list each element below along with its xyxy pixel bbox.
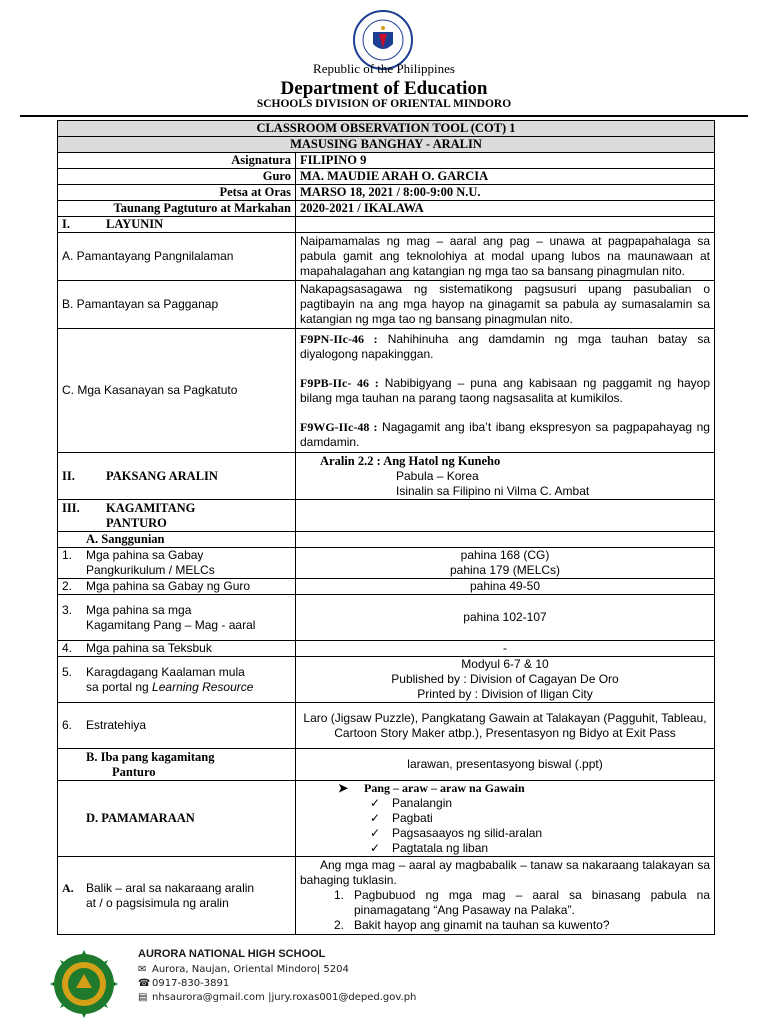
section-number: I. xyxy=(62,217,70,231)
sanggunian-label: A. Sanggunian xyxy=(58,532,296,548)
address-text: Aurora, Naujan, Oriental Mindoro| 5204 xyxy=(152,964,349,975)
info-label: Petsa at Oras xyxy=(58,185,296,201)
section-label-line2: PANTURO xyxy=(106,515,167,530)
school-name: AURORA NATIONAL HIGH SCHOOL xyxy=(138,948,326,960)
ref-line: Printed by : Division of Iligan City xyxy=(417,687,593,701)
competency-item xyxy=(300,420,710,450)
section-kagamitan xyxy=(58,500,296,532)
table-subtitle: MASUSING BANGHAY - ARALIN xyxy=(58,137,715,153)
competency-text: Nahihinuha ang damdamin ng mga tauhan batay sa diyalogong napakinggan. xyxy=(300,331,711,361)
routine-item: ✓ Pagsasaayos ng silid-aralan xyxy=(300,826,710,841)
lesson-title: Aralin 2.2 : Ang Hatol ng Kuneho xyxy=(320,453,501,468)
header-divider xyxy=(20,115,748,117)
ref-line: pahina 179 (MELCs) xyxy=(449,563,561,577)
objective-text: Naipamamalas ng mag – aaral ang pag – unawa at pagpapahalaga sa pabula gamit ang teknolohiya at modal upang lubos na maunawaan at mapahalagahan ang katangian ng mga tao sa bansang pinagmulan nito. xyxy=(296,233,715,281)
item-number: 2. xyxy=(334,918,345,932)
info-value: MA. MAUDIE ARAH O. GARCIA xyxy=(296,169,715,185)
kasanayan-label: C. Mga Kasanayan sa Pagkatuto xyxy=(58,329,296,453)
info-label: Guro xyxy=(58,169,296,185)
competency-code: F9PB-IIc- 46 : xyxy=(300,375,379,390)
paksa-value xyxy=(296,453,715,500)
phone-icon: ☎ xyxy=(138,978,151,989)
lesson-translator: Isinalin sa Filipino ni Vilma C. Ambat xyxy=(396,483,590,498)
iba-pang-line1: B. Iba pang kagamitang xyxy=(86,749,215,764)
info-label: Asignatura xyxy=(58,153,296,169)
republic-label: Republic of the Philippines xyxy=(313,61,455,76)
competency-text: Nagagamit ang iba’t ibang ekspresyon sa pagpapahayag ng damdamin. xyxy=(300,419,710,449)
ref-number: 4. xyxy=(62,641,73,655)
info-value: FILIPINO 9 xyxy=(296,153,715,169)
ref-line: pahina 168 (CG) xyxy=(460,548,550,562)
competency-code: F9PN-IIc-46 : xyxy=(300,331,378,346)
ref-label xyxy=(58,641,296,657)
footer-email xyxy=(138,992,416,1003)
competency-item xyxy=(300,376,710,406)
kasanayan-list xyxy=(296,329,715,453)
balik-aral-intro: Ang mga mag – aaral ay magbabalik – tanaw sa nakaraang talakayan sa bahaging tuklasin. xyxy=(300,858,710,887)
department-title: Department of Education xyxy=(280,78,488,99)
item-number: 1. xyxy=(334,888,345,902)
competency-code: F9WG-IIc-48 : xyxy=(300,419,378,434)
lesson-genre: Pabula – Korea xyxy=(396,468,479,483)
footer-phone xyxy=(138,978,229,989)
address-icon: ✉ xyxy=(138,964,147,975)
ref-label xyxy=(58,703,296,749)
ref-value: pahina 102-107 xyxy=(296,595,715,641)
ref-text: Mga pahina sa Gabay Pangkurikulum / MELCs xyxy=(86,548,215,577)
balik-aral-item xyxy=(300,888,710,918)
ref-text-italic: Learning Resource xyxy=(152,679,254,694)
balik-aral-label xyxy=(58,857,296,935)
item-text: Pagbubuod ng mga mag – aaral sa binasang pabula na pinamagatang “Ang Pasaway na Palaka”. xyxy=(354,888,710,917)
ref-number: 2. xyxy=(62,579,73,593)
footer-address xyxy=(138,964,349,975)
ref-value: Laro (Jigsaw Puzzle), Pangkatang Gawain at Talakayan (Pagguhit, Tableau, Cartoon Story Maker atbp.), Presentasyon ng Bidyo at Exit Pass xyxy=(296,703,715,749)
objective-text: Nakapagsasagawa ng sistematikong pagsusuri upang pasubalian o pagtibayin na ang mga hayop na ginagamit sa pabula ay sumasalamin sa katangian ng mga tao ng bansang pinagmulan nito. xyxy=(296,281,715,329)
item-text: Bakit hayop ang ginamit na tauhan sa kuwento? xyxy=(354,918,610,932)
pamamaraan-label: D. PAMAMARAAN xyxy=(58,781,296,857)
ref-text: Mga pahina sa Teksbuk xyxy=(86,641,212,655)
ref-number: 3. xyxy=(62,602,73,617)
ref-number: 1. xyxy=(62,548,73,562)
balik-aral-text: Balik – aral sa nakaraang aralin at / o pagsisimula ng aralin xyxy=(86,880,255,910)
routine-item: ✓ Pagbati xyxy=(300,811,710,826)
routine-item: ✓ Pagtatala ng liban xyxy=(300,841,710,856)
iba-pang-value: larawan, presentasyong biswal (.ppt) xyxy=(296,749,715,781)
ref-value: pahina 49-50 xyxy=(296,579,715,595)
balik-aral-item xyxy=(300,918,710,933)
ref-number: 6. xyxy=(62,718,73,732)
ref-value xyxy=(296,657,715,703)
ref-number: 5. xyxy=(62,664,73,679)
email-text: nhsaurora@gmail.com |jury.roxas001@deped.gov.ph xyxy=(152,992,417,1003)
balik-aral-content xyxy=(296,857,715,935)
section-label: LAYUNIN xyxy=(106,217,164,231)
phone-text: 0917-830-3891 xyxy=(152,978,230,989)
competency-text: Nabibigyang – puna ang kabisaan ng paggamit ng hayop bilang mga tauhan na parang taong nagsasalita at kumikilos. xyxy=(300,375,710,405)
pamamaraan-list xyxy=(296,781,715,857)
balik-aral-letter: A. xyxy=(62,880,74,895)
ref-value xyxy=(296,548,715,579)
cot-table xyxy=(57,120,715,935)
routine-item: ✓ Panalangin xyxy=(300,796,710,811)
section-number: III. xyxy=(62,500,80,515)
iba-pang-label xyxy=(58,749,296,781)
section-layunin xyxy=(58,217,296,233)
section-paksa xyxy=(58,453,296,500)
info-label: Taunang Pagtuturo at Markahan xyxy=(58,201,296,217)
section-number: II. xyxy=(62,468,75,483)
pamamaraan-heading: ➤ Pang – araw – araw na Gawain xyxy=(300,781,710,796)
competency-item xyxy=(300,332,710,362)
objective-label: A. Pamantayang Pangnilalaman xyxy=(58,233,296,281)
division-label: SCHOOLS DIVISION OF ORIENTAL MINDORO xyxy=(256,98,512,110)
ref-label xyxy=(58,657,296,703)
iba-pang-line2: Panturo xyxy=(112,764,156,779)
objective-label: B. Pamantayan sa Pagganap xyxy=(58,281,296,329)
ref-text: Mga pahina sa Gabay ng Guro xyxy=(86,579,251,593)
info-value: 2020-2021 / IKALAWA xyxy=(296,201,715,217)
section-label: PAKSANG ARALIN xyxy=(106,468,218,483)
table-title: CLASSROOM OBSERVATION TOOL (COT) 1 xyxy=(58,121,715,137)
computer-icon: ▤ xyxy=(138,992,148,1003)
ref-value: - xyxy=(296,641,715,657)
ref-text: Mga pahina sa mga Kagamitang Pang – Mag - aaral xyxy=(86,602,256,632)
ref-line: Modyul 6-7 & 10 xyxy=(461,657,549,671)
section-label: KAGAMITANG xyxy=(106,500,196,515)
ref-text: Estratehiya xyxy=(86,718,147,732)
ref-label xyxy=(58,548,296,579)
ref-label xyxy=(58,579,296,595)
ref-label xyxy=(58,595,296,641)
school-logo-icon xyxy=(48,948,120,1020)
info-value: MARSO 18, 2021 / 8:00-9:00 N.U. xyxy=(296,185,715,201)
ref-text: Karagdagang Kaalaman mula sa portal ng xyxy=(86,664,245,694)
ref-line: Published by : Division of Cagayan De Oro xyxy=(391,672,619,686)
